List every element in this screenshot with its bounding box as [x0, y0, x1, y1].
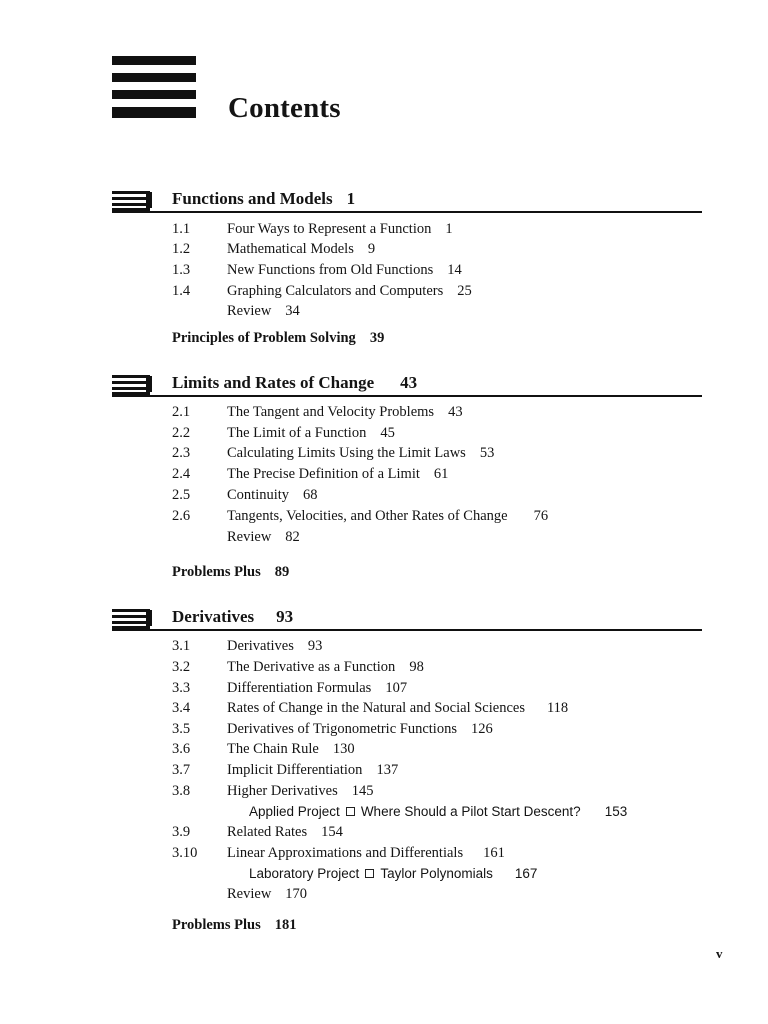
toc-extra-1[interactable] [172, 330, 384, 347]
extra-label: Problems Plus [172, 917, 261, 933]
section-number: 2.1 [172, 404, 191, 420]
section-page: 154 [321, 824, 343, 840]
toc-laboratory-project[interactable] [249, 866, 537, 881]
toc-extra-2[interactable] [172, 564, 289, 581]
section-number: 3.2 [172, 659, 191, 675]
section-title: The Tangent and Velocity Problems [227, 404, 435, 420]
section-number: 3.6 [172, 741, 191, 757]
extra-page: 39 [369, 330, 385, 346]
section-page: 1 [445, 221, 453, 237]
section-page: 118 [546, 700, 569, 716]
chapter-2-heading[interactable] [172, 373, 417, 393]
section-page: 76 [533, 508, 549, 524]
chapter-page: 43 [400, 373, 418, 392]
section-page: 130 [332, 741, 355, 757]
section-number: 3.7 [172, 762, 191, 778]
section-title: Continuity [227, 487, 290, 503]
section-number: 2.4 [172, 466, 191, 482]
section-title: Mathematical Models [227, 241, 354, 257]
section-number: 1.2 [172, 241, 191, 257]
section-page: 107 [385, 680, 408, 696]
chapter-rule [112, 211, 702, 213]
review-page: 34 [285, 303, 300, 319]
chapter-3-heading[interactable] [172, 607, 293, 627]
section-title: The Chain Rule [227, 741, 319, 757]
chapter-title: Derivatives [172, 607, 255, 626]
section-number: 1.1 [172, 221, 191, 237]
section-title: Rates of Change in the Natural and Social Sciences [227, 700, 525, 716]
project-title: Where Should a Pilot Start Descent? [360, 804, 581, 819]
section-number: 3.8 [172, 783, 191, 799]
section-number: 3.4 [172, 700, 191, 716]
project-label: Laboratory Project [249, 866, 360, 881]
extra-label: Problems Plus [172, 564, 261, 580]
toc-review-1[interactable] [227, 303, 300, 320]
section-page: 43 [448, 404, 463, 420]
project-page: 153 [604, 804, 628, 819]
section-page: 93 [307, 638, 323, 654]
review-page: 82 [285, 529, 300, 545]
section-page: 53 [479, 445, 495, 461]
section-page: 137 [376, 762, 399, 778]
extra-page: 181 [274, 917, 297, 933]
page-title: Contents [228, 92, 341, 124]
section-page: 161 [483, 845, 505, 861]
chapter-1-heading[interactable] [172, 189, 355, 209]
project-label: Applied Project [249, 804, 340, 819]
review-label: Review [227, 886, 272, 902]
section-title: New Functions from Old Functions [227, 262, 434, 278]
section-title: The Precise Definition of a Limit [227, 466, 420, 482]
section-title: The Derivative as a Function [227, 659, 396, 675]
section-number: 1.4 [172, 283, 191, 299]
section-page: 145 [351, 783, 374, 799]
section-title: The Limit of a Function [227, 425, 367, 441]
chapter-page: 1 [346, 189, 356, 208]
section-page: 61 [433, 466, 449, 482]
section-title: Differentiation Formulas [227, 680, 372, 696]
toc-extra-3[interactable] [172, 917, 297, 934]
section-title: Derivatives of Trigonometric Functions [227, 721, 457, 737]
section-number: 1.3 [172, 262, 191, 278]
section-number: 3.9 [172, 824, 191, 840]
section-page: 68 [303, 487, 318, 503]
review-label: Review [227, 303, 272, 319]
section-title: Higher Derivatives [227, 783, 338, 799]
section-number: 2.5 [172, 487, 191, 503]
toc-review-3[interactable] [227, 886, 307, 903]
section-number: 3.1 [172, 638, 191, 654]
box-bullet-icon [365, 869, 374, 878]
chapter-title: Functions and Models [172, 189, 333, 208]
project-page: 167 [514, 866, 538, 881]
section-title: Implicit Differentiation [227, 762, 363, 778]
chapter-1-emblem-icon [112, 191, 154, 211]
chapter-3-emblem-icon [112, 609, 154, 629]
chapter-rule [112, 395, 702, 397]
page-number: v [716, 946, 723, 961]
section-number: 3.10 [172, 845, 198, 861]
section-number: 2.6 [172, 508, 191, 524]
section-number: 3.3 [172, 680, 191, 696]
chapter-2-emblem-icon [112, 375, 154, 395]
section-title: Derivatives [227, 638, 294, 654]
section-title: Graphing Calculators and Computers [227, 283, 444, 299]
project-title: Taylor Polynomials [380, 866, 493, 881]
extra-label: Principles of Problem Solving [172, 330, 356, 346]
section-title: Calculating Limits Using the Limit Laws [227, 445, 466, 461]
section-page: 126 [470, 721, 493, 737]
section-title: Four Ways to Represent a Function [227, 221, 432, 237]
chapter-rule [112, 629, 702, 631]
box-bullet-icon [346, 807, 355, 816]
review-page: 170 [285, 886, 308, 902]
section-page: 98 [409, 659, 424, 675]
chapter-page: 93 [276, 607, 294, 626]
section-title: Related Rates [227, 824, 308, 840]
section-page: 25 [457, 283, 472, 299]
section-number: 3.5 [172, 721, 191, 737]
chapter-title: Limits and Rates of Change [172, 373, 375, 392]
section-page: 45 [380, 425, 395, 441]
review-label: Review [227, 529, 272, 545]
section-page: 9 [367, 241, 376, 257]
toc-review-2[interactable] [227, 529, 300, 546]
section-title: Tangents, Velocities, and Other Rates of Change [227, 508, 508, 524]
toc-applied-project[interactable] [249, 804, 627, 819]
section-number: 2.3 [172, 445, 191, 461]
contents-emblem-icon [112, 56, 196, 120]
section-title: Linear Approximations and Differentials [227, 845, 464, 861]
extra-page: 89 [274, 564, 290, 580]
section-number: 2.2 [172, 425, 191, 441]
section-page: 14 [447, 262, 462, 278]
